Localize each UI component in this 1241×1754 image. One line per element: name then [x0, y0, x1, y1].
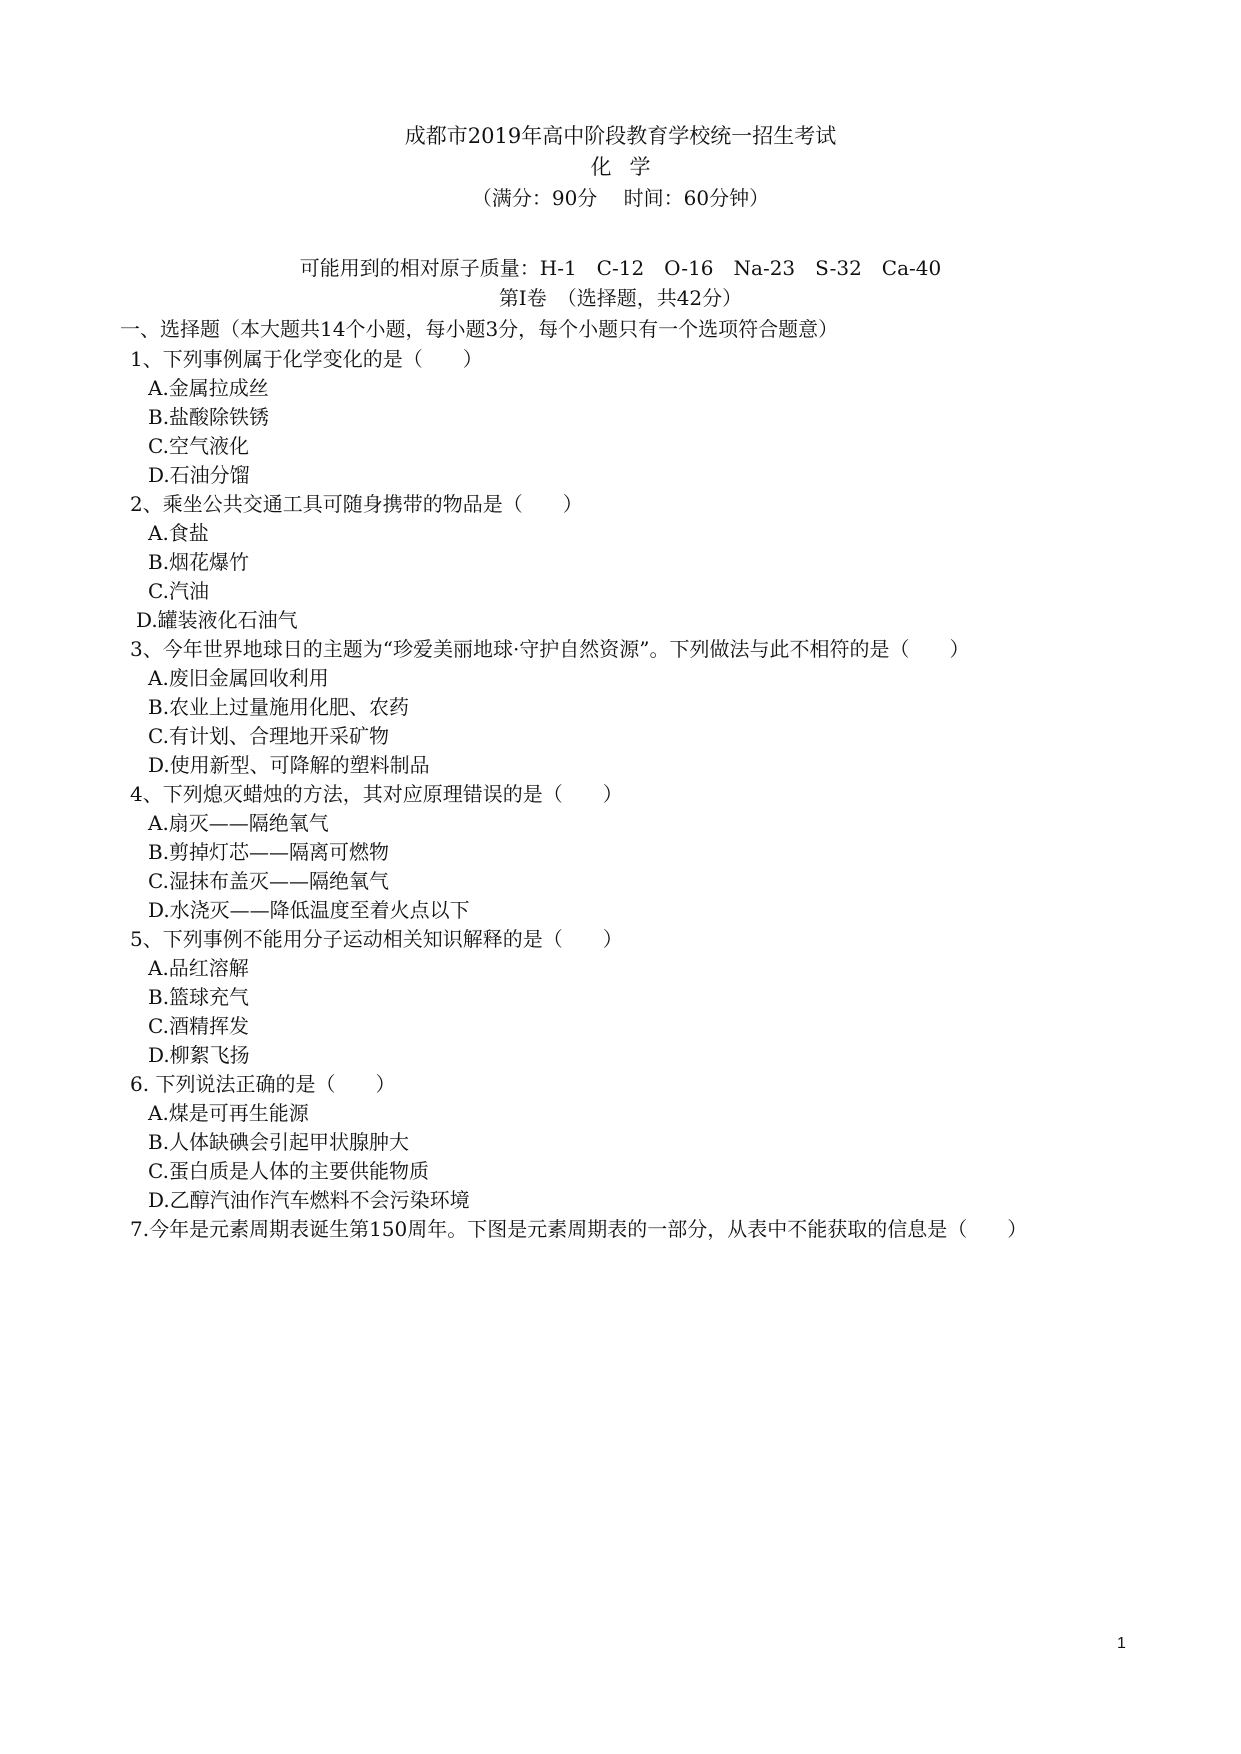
- exam-title: 成都市2019年高中阶段教育学校统一招生考试: [404, 124, 837, 148]
- question-option: C.湿抹布盖灭——隔绝氧气: [148, 869, 389, 893]
- question-option: D.柳絮飞扬: [148, 1043, 250, 1067]
- question-option: D.乙醇汽油作汽车燃料不会污染环境: [148, 1188, 470, 1212]
- question-stem: 2、乘坐公共交通工具可随身携带的物品是（ ）: [130, 492, 583, 516]
- question-option: B.烟花爆竹: [148, 550, 250, 574]
- page-number: 1: [1117, 1635, 1126, 1652]
- question-option: C.蛋白质是人体的主要供能物质: [148, 1159, 429, 1183]
- question-option: B.篮球充气: [148, 985, 250, 1009]
- question-option: B.剪掉灯芯——隔离可燃物: [148, 840, 390, 864]
- exam-subject: 化学: [590, 155, 669, 179]
- question-stem: 1、下列事例属于化学变化的是（ ）: [130, 347, 483, 371]
- question-option: D.水浇灭——降低温度至着火点以下: [148, 898, 470, 922]
- question-stem: 6. 下列说法正确的是（ ）: [130, 1072, 396, 1096]
- question-option: C.汽油: [148, 579, 209, 603]
- question-stem: 7.今年是元素周期表诞生第150周年。下图是元素周期表的一部分，从表中不能获取的信息是（ ）: [130, 1217, 1028, 1241]
- question-option: D.使用新型、可降解的塑料制品: [148, 753, 430, 777]
- question-option: A.食盐: [148, 521, 209, 545]
- question-option: B.人体缺碘会引起甲状腺肿大: [148, 1130, 410, 1154]
- section-heading: 一、选择题（本大题共14个小题，每小题3分，每个小题只有一个选项符合题意）: [120, 317, 839, 341]
- atomic-masses: 可能用到的相对原子质量：H-1 C-12 O-16 Na-23 S-32 Ca-40: [299, 256, 942, 280]
- question-option: A.金属拉成丝: [148, 376, 269, 400]
- question-option: D.罐装液化石油气: [136, 608, 298, 632]
- question-stem: 4、下列熄灭蜡烛的方法，其对应原理错误的是（ ）: [130, 782, 623, 806]
- question-option: B.盐酸除铁锈: [148, 405, 270, 429]
- question-option: C.酒精挥发: [148, 1014, 249, 1038]
- question-option: A.品红溶解: [148, 956, 249, 980]
- question-option: A.扇灭——隔绝氧气: [148, 811, 329, 835]
- question-stem: 3、今年世界地球日的主题为“珍爱美丽地球·守护自然资源”。下列做法与此不相符的是（ ）: [130, 637, 970, 661]
- question-option: C.空气液化: [148, 434, 249, 458]
- question-option: C.有计划、合理地开采矿物: [148, 724, 389, 748]
- exam-score-time: （满分：90分 时间：60分钟）: [471, 186, 770, 210]
- part-title: 第Ⅰ卷 （选择题，共42分）: [498, 286, 743, 310]
- question-option: A.废旧金属回收利用: [148, 666, 329, 690]
- question-option: A.煤是可再生能源: [148, 1101, 309, 1125]
- question-option: D.石油分馏: [148, 463, 250, 487]
- question-stem: 5、下列事例不能用分子运动相关知识解释的是（ ）: [130, 927, 623, 951]
- question-option: B.农业上过量施用化肥、农药: [148, 695, 410, 719]
